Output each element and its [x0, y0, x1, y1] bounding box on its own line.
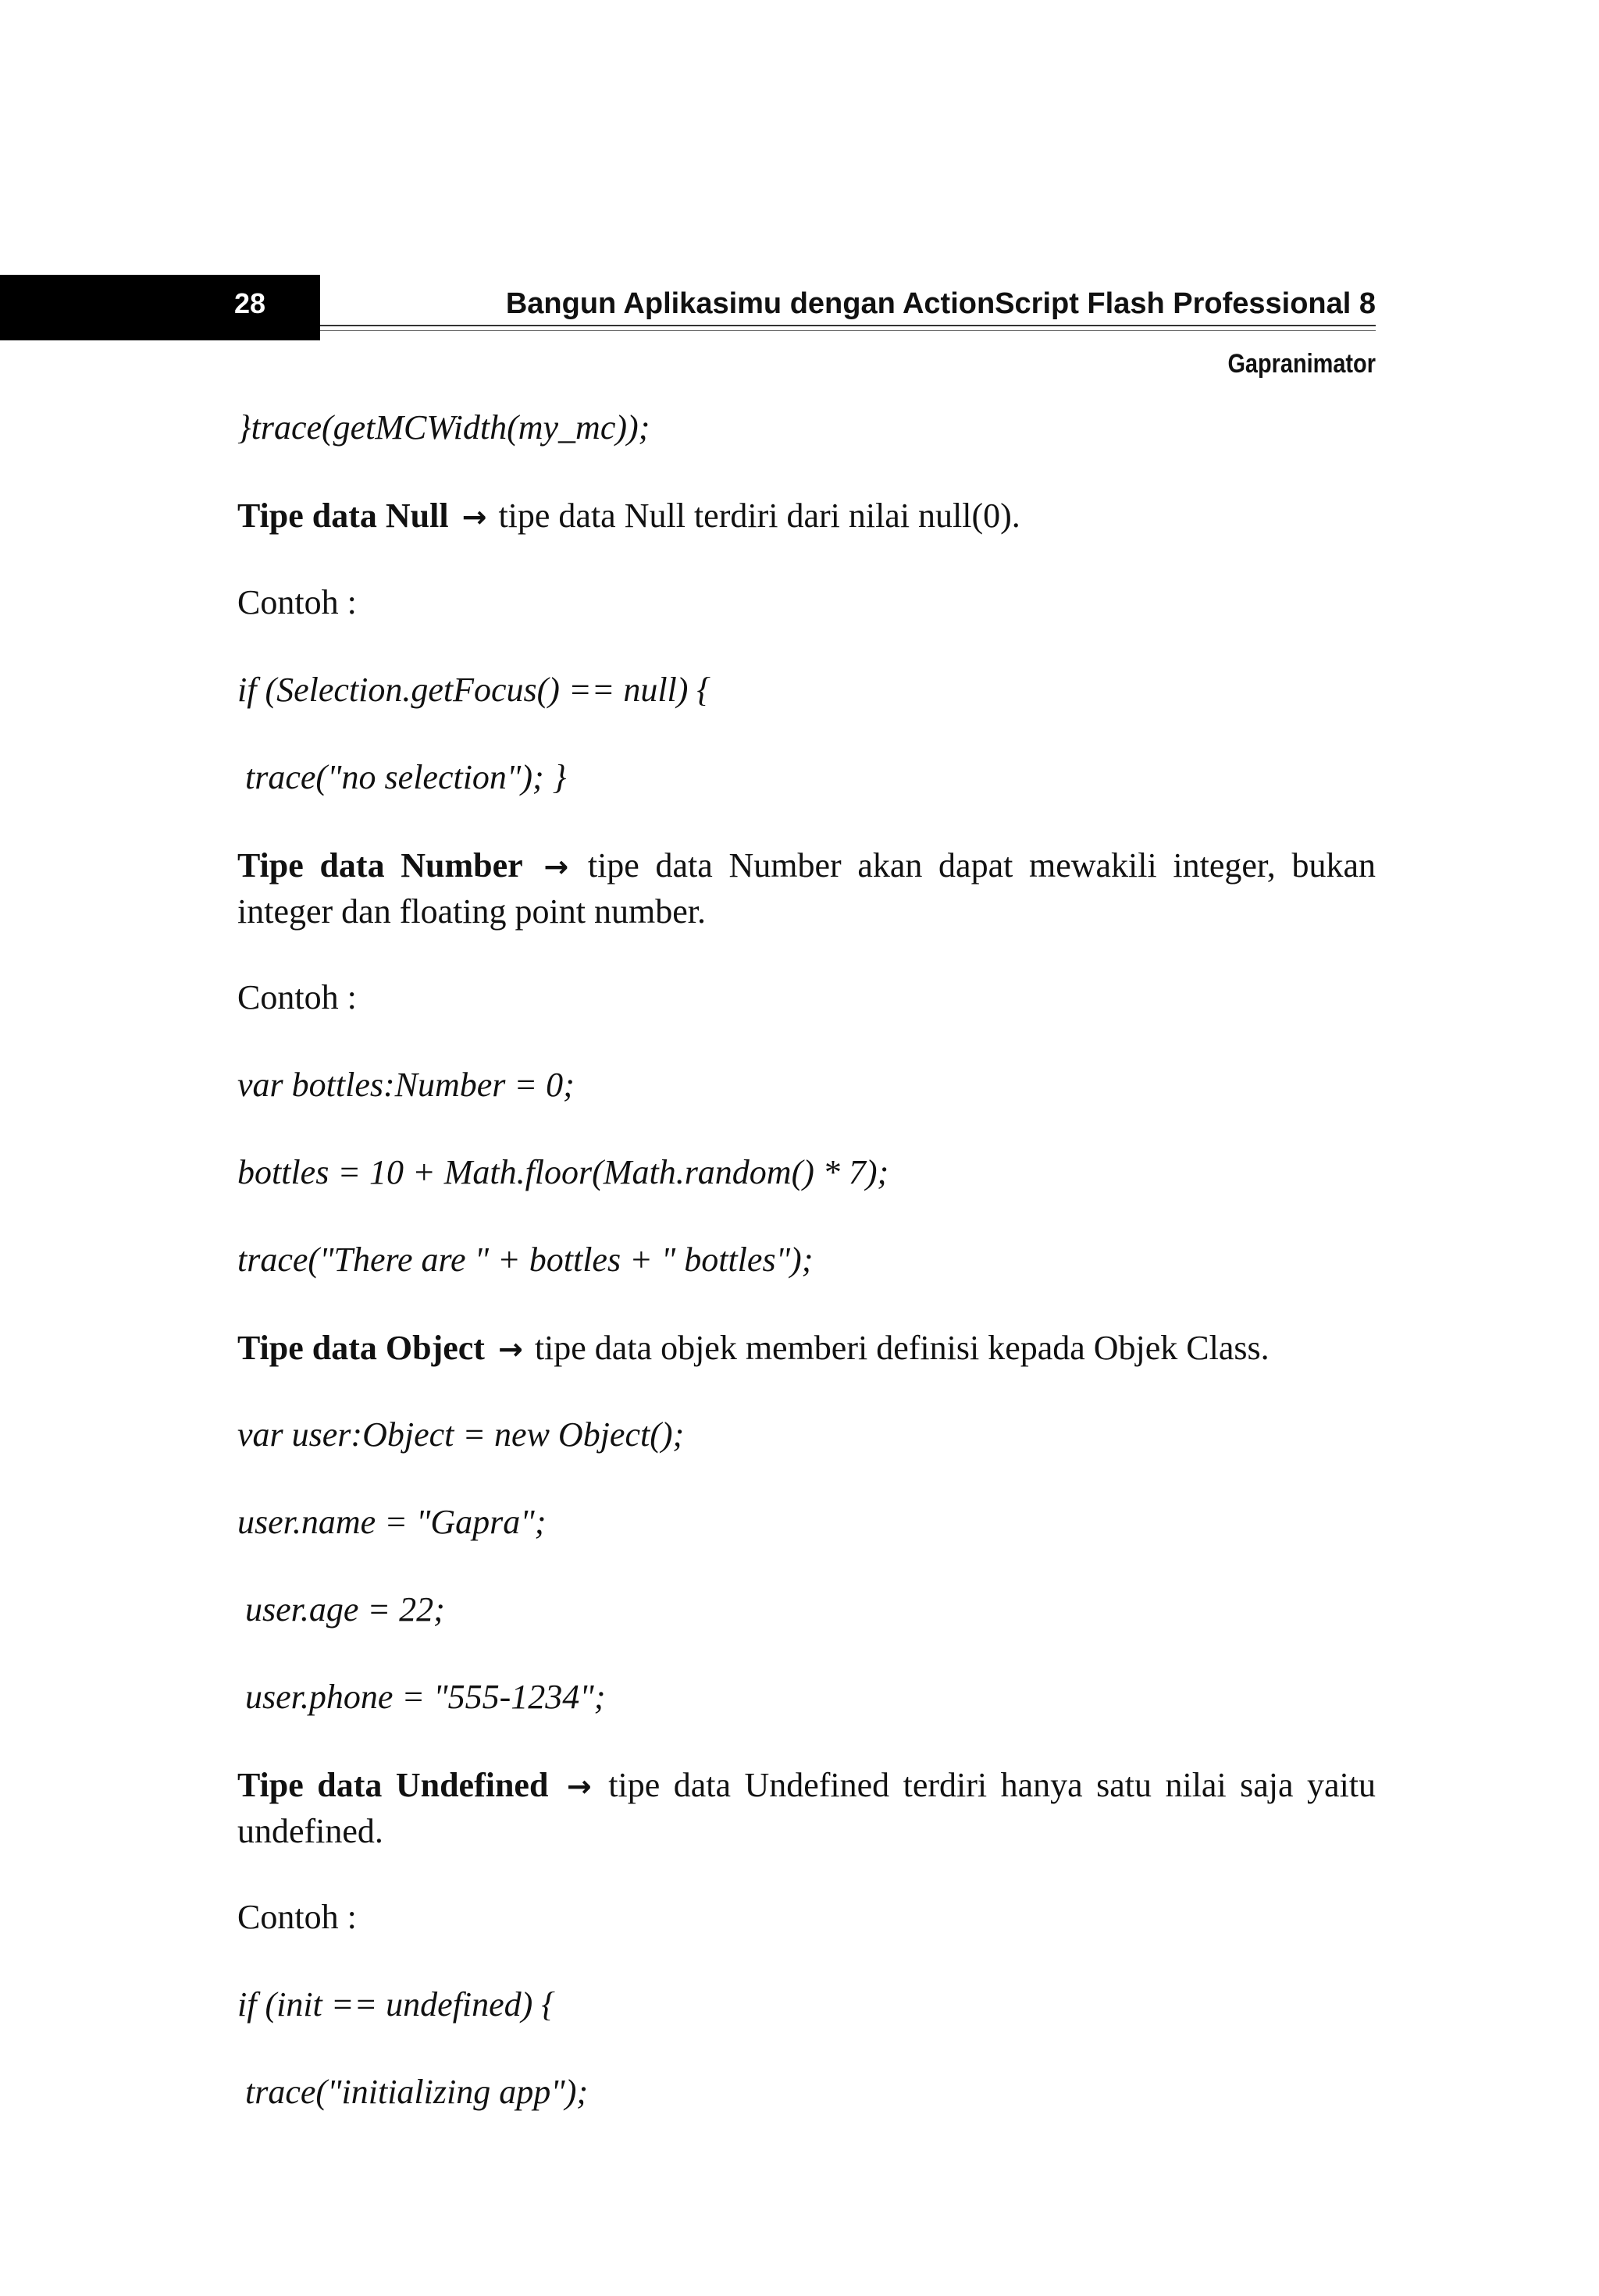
- term-null: Tipe data Null: [237, 497, 449, 535]
- code-line: user.phone = "555-1234";: [245, 1678, 606, 1716]
- undefined-description: tipe data Undefined terdiri hanya satu nilai saja yaitu undefined.: [237, 1766, 1376, 1850]
- header-rule: [320, 325, 1376, 326]
- code-line: trace("no selection"); }: [245, 758, 567, 796]
- number-description: tipe data Number akan dapat mewakili integer, bukan integer dan floating point number.: [237, 846, 1376, 931]
- example-label: Contoh :: [237, 1898, 357, 1936]
- code-line: user.age = 22;: [245, 1590, 445, 1629]
- null-description: tipe data Null terdiri dari nilai null(0).: [498, 497, 1020, 535]
- object-paragraph: [237, 1326, 1376, 1372]
- arrow-icon: →: [497, 1332, 523, 1366]
- number-paragraph: [237, 843, 1376, 934]
- null-paragraph: [237, 493, 1376, 539]
- code-line: user.name = "Gapra";: [237, 1503, 547, 1541]
- example-label: Contoh :: [237, 978, 357, 1016]
- page-number-tab: [0, 275, 320, 340]
- code-line: var bottles:Number = 0;: [237, 1066, 575, 1104]
- code-line: trace("There are " + bottles + " bottles");: [237, 1241, 814, 1279]
- term-object: Tipe data Object: [237, 1329, 485, 1367]
- header-rule-thin: [320, 330, 1376, 331]
- code-line: if (Selection.getFocus() == null) {: [237, 671, 711, 709]
- running-header-title: Bangun Aplikasimu dengan ActionScript Flash Professional 8: [505, 287, 1376, 320]
- page-number: 28: [234, 287, 266, 319]
- term-number: Tipe data Number: [237, 846, 523, 885]
- undefined-paragraph: [237, 1763, 1376, 1854]
- arrow-icon: →: [461, 500, 487, 534]
- code-line: bottles = 10 + Math.floor(Math.random() * 7);: [237, 1153, 889, 1191]
- code-line: if (init == undefined) {: [237, 1985, 555, 2024]
- object-description: tipe data objek memberi definisi kepada Objek Class.: [534, 1329, 1270, 1367]
- arrow-icon: →: [543, 849, 569, 884]
- code-line: trace("initializing app");: [245, 2073, 589, 2111]
- running-header-author: Gapranimator: [1227, 349, 1376, 379]
- term-undefined: Tipe data Undefined: [237, 1766, 549, 1804]
- arrow-icon: →: [566, 1769, 592, 1803]
- code-line: var user:Object = new Object();: [237, 1415, 685, 1454]
- example-label: Contoh :: [237, 583, 357, 621]
- code-line: }trace(getMCWidth(my_mc));: [237, 408, 650, 447]
